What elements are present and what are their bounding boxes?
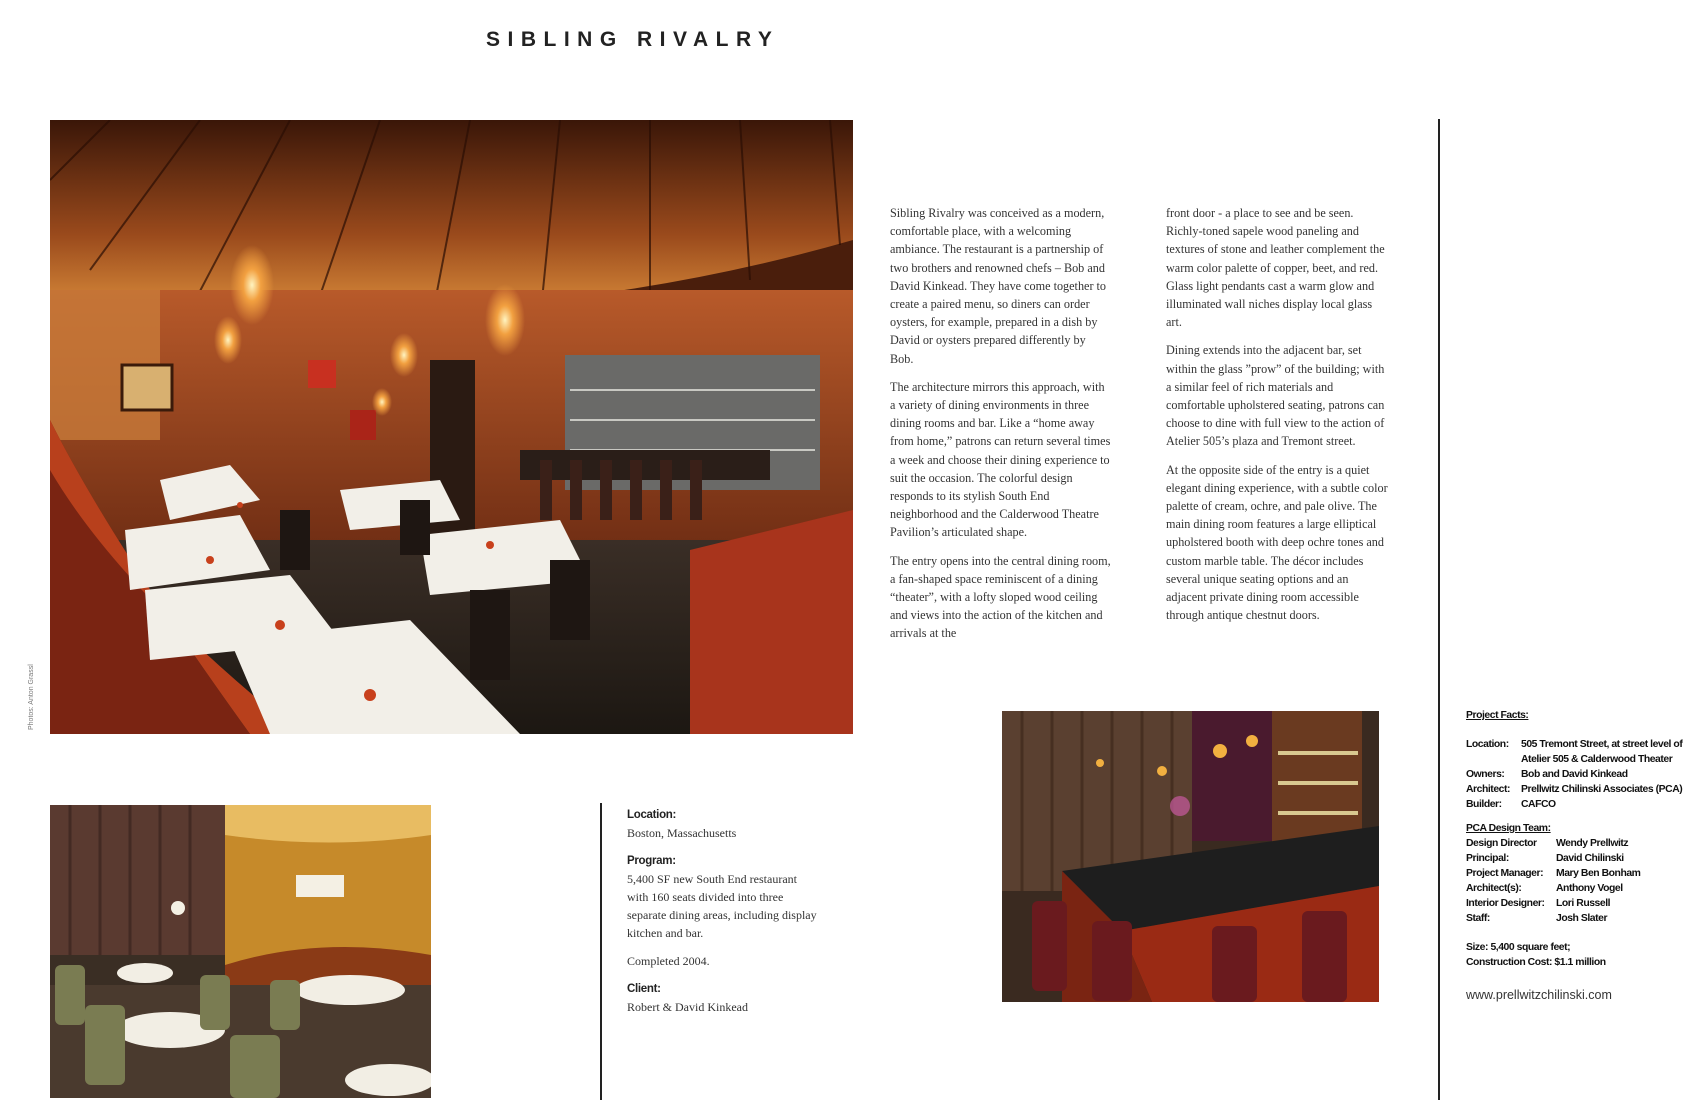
body-column-1 — [890, 204, 1112, 653]
team-role: Interior Designer: — [1466, 898, 1545, 909]
team-role: Design Director — [1466, 838, 1537, 849]
fact-key: Architect: — [1466, 784, 1510, 795]
team-row — [1466, 866, 1696, 881]
team-role: Project Manager: — [1466, 868, 1544, 879]
body-column-2 — [1166, 204, 1388, 634]
completed-text: Completed 2004. — [627, 954, 710, 968]
column-divider — [600, 803, 602, 1100]
location-value: Boston, Massachusetts — [627, 826, 737, 840]
fact-row — [1466, 767, 1696, 782]
team-name: Anthony Vogel — [1556, 883, 1623, 894]
team-row — [1466, 836, 1696, 851]
bar-photo — [1002, 711, 1379, 1002]
body-paragraph: Dining extends into the adjacent bar, set within the glass ”prow” of the building; with a similar feel of rich materials and comfortable upholstered seating, patrons can choose to dine with full view to the action of Atelier 505’s plaza and Tremont street. — [1166, 343, 1385, 449]
page-title: SIBLING RIVALRY — [486, 28, 780, 51]
team-row — [1466, 851, 1696, 866]
team-row — [1466, 911, 1696, 926]
team-role: Staff: — [1466, 913, 1490, 924]
fact-row — [1466, 797, 1696, 812]
team-name: Lori Russell — [1556, 898, 1611, 909]
team-role: Principal: — [1466, 853, 1509, 864]
fact-value: Bob and David Kinkead — [1521, 769, 1628, 780]
website-link[interactable]: www.prellwitzchilinski.com — [1466, 988, 1612, 1002]
private-dining-photo — [50, 805, 431, 1098]
team-name: Mary Ben Bonham — [1556, 868, 1641, 879]
fact-value: CAFCO — [1521, 799, 1556, 810]
body-paragraph: At the opposite side of the entry is a quiet elegant dining experience, with a subtle color palette of cream, ochre, and pale olive. The main dining room features a large elliptical upholstered booth with deep ochre tones and custom marble table. The décor includes several unique seating options and an adjacent private dining room accessible through antique chestnut doors. — [1166, 462, 1388, 623]
program-label: Program: — [627, 855, 676, 867]
fact-row — [1466, 782, 1696, 797]
column-divider — [1438, 119, 1440, 1100]
main-dining-room-photo — [50, 120, 853, 734]
team-role: Architect(s): — [1466, 883, 1522, 894]
body-paragraph: The entry opens into the central dining room, a fan-shaped space reminiscent of a dining “theater”, with a lofty sloped wood ceiling and views into the action of the kitchen and arrivals at the — [890, 553, 1111, 641]
fact-row — [1466, 737, 1696, 767]
design-team-heading: PCA Design Team: — [1466, 823, 1551, 834]
project-summary — [627, 806, 817, 1026]
team-name: David Chilinski — [1556, 853, 1624, 864]
project-facts — [1466, 708, 1696, 970]
photo-credit: Photos: Anton Grassl — [28, 664, 35, 730]
client-value: Robert & David Kinkead — [627, 1000, 748, 1014]
team-row — [1466, 881, 1696, 896]
fact-value: 505 Tremont Street, at street level of Atelier 505 & Calderwood Theater — [1521, 739, 1683, 765]
fact-key: Owners: — [1466, 769, 1505, 780]
fact-key: Builder: — [1466, 799, 1502, 810]
size-text: Size: 5,400 square feet; — [1466, 942, 1571, 953]
fact-value: Prellwitz Chilinski Associates (PCA) — [1521, 784, 1683, 795]
body-paragraph: Sibling Rivalry was conceived as a modern, comfortable place, with a welcoming ambiance. The restaurant is a partnership of two brothers and renowned chefs – Bob and David Kinkead. They have come together to create a paired menu, so diners can order oysters, for example, prepared in a dish by David or oysters prepared differently by Bob. — [890, 206, 1107, 366]
cost-text: Construction Cost: $1.1 million — [1466, 957, 1606, 968]
project-facts-heading: Project Facts: — [1466, 710, 1529, 721]
body-paragraph: front door - a place to see and be seen. Richly-toned sapele wood paneling and textures of stone and leather complement the warm color palette of copper, beet, and red. Glass light pendants cast a warm glow and illuminated wall niches display local glass art. — [1166, 206, 1385, 330]
program-value: 5,400 SF new South End restaurant with 160 seats divided into three separate dining areas, including display kitchen and bar. — [627, 872, 817, 940]
team-name: Wendy Prellwitz — [1556, 838, 1629, 849]
client-label: Client: — [627, 983, 661, 995]
body-paragraph: The architecture mirrors this approach, with a variety of dining environments in three dining rooms and bar. Like a “home away from home,” patrons can return several times a week and choose their dining experience to suit the occasion. The colorful design responds to its stylish South End neighborhood and the Calderwood Theatre Pavilion’s articulated shape. — [890, 379, 1111, 540]
team-name: Josh Slater — [1556, 913, 1608, 924]
location-label: Location: — [627, 809, 677, 821]
fact-key: Location: — [1466, 739, 1509, 750]
team-row — [1466, 896, 1696, 911]
